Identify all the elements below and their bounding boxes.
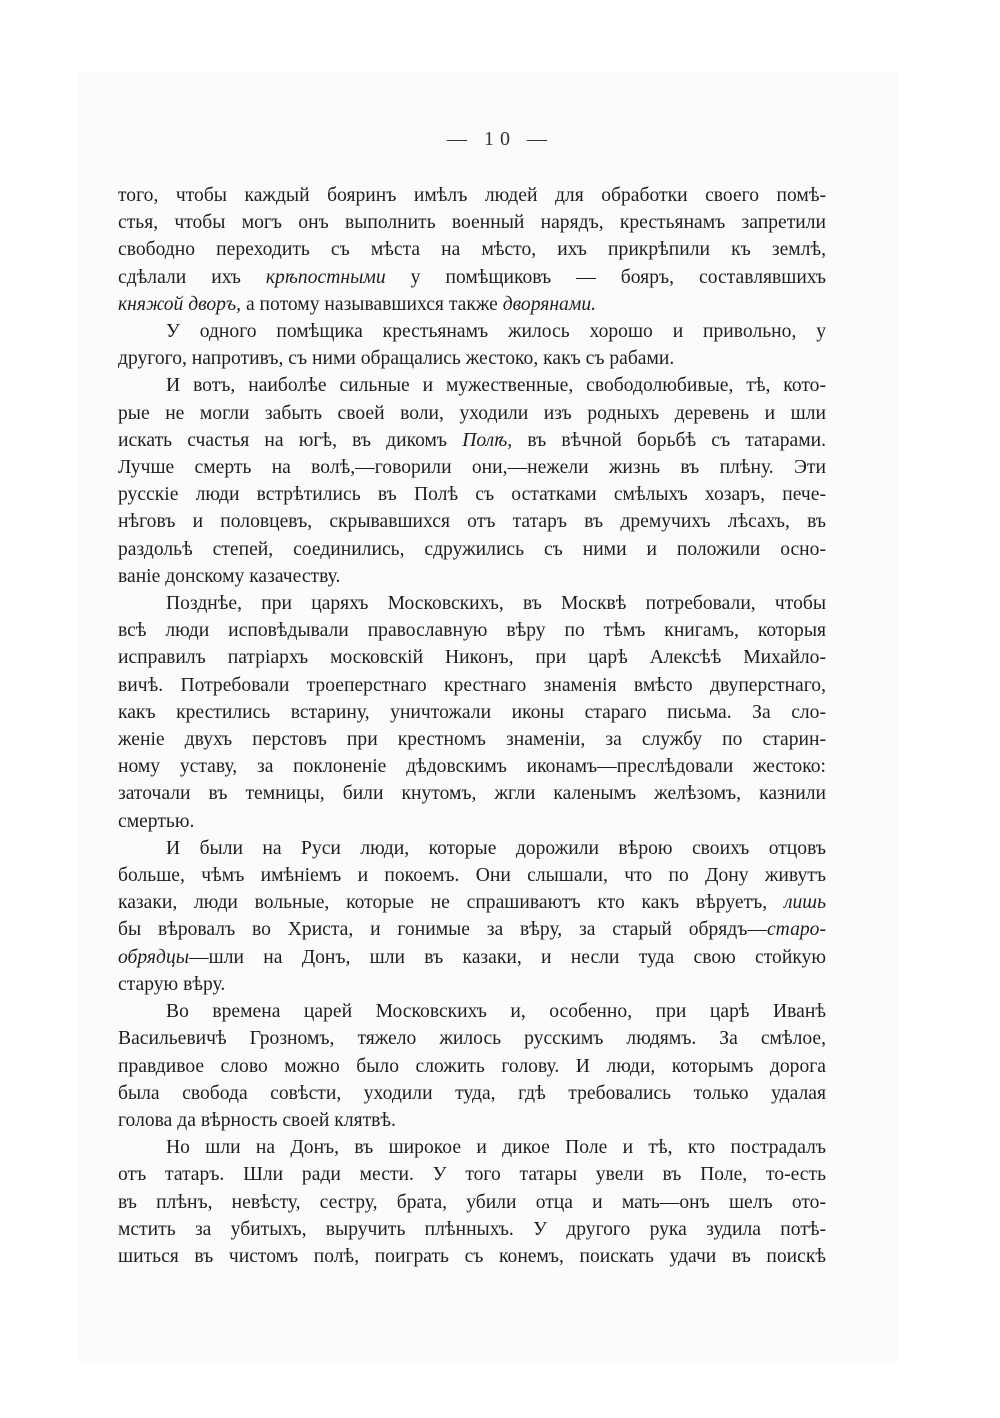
text-segment: старую вѣру.	[118, 973, 226, 995]
text-segment: ваніе донскому казачеству.	[118, 565, 341, 587]
italic-term: дворянами.	[502, 293, 597, 315]
text-segment: въ плѣнъ, невѣсту, сестру, брата, убили отца и мать—онъ шелъ ото-	[118, 1191, 826, 1213]
text-line	[118, 1134, 826, 1161]
text-line	[118, 508, 826, 535]
text-line	[118, 780, 826, 807]
text-line	[118, 1189, 826, 1216]
text-segment: И были на Руси люди, которые дорожили вѣрою своихъ отцовъ	[166, 837, 826, 859]
text-line	[118, 400, 826, 427]
italic-term: Полѣ,	[462, 429, 513, 451]
text-segment: —шли на Донъ, шли въ казаки, и несли туда свою стойкую	[189, 946, 826, 968]
text-line	[118, 808, 826, 835]
text-line	[118, 264, 826, 291]
text-line	[118, 1161, 826, 1188]
text-line	[118, 236, 826, 263]
text-segment: Во времена царей Московскихъ и, особенно, при царѣ Иванѣ	[166, 1001, 826, 1023]
text-line	[118, 644, 826, 671]
text-segment: раздольѣ степей, соединились, сдружились съ ними и положили осно-	[118, 538, 826, 560]
text-line	[118, 916, 826, 943]
text-line	[118, 372, 826, 399]
text-line	[118, 182, 826, 209]
text-line	[118, 590, 826, 617]
italic-term: крѣпостными	[265, 266, 386, 288]
text-segment: И вотъ, наиболѣе сильные и мужественные, свободолюбивые, тѣ, кото-	[166, 375, 826, 397]
text-segment: У одного помѣщика крестьянамъ жилось хорошо и привольно, у	[166, 321, 826, 343]
text-segment: всѣ люди исповѣдывали православную вѣру по тѣмъ книгамъ, которыя	[118, 620, 826, 642]
text-segment: казаки, люди вольные, которые не спрашиваютъ кто какъ вѣруетъ,	[118, 892, 784, 914]
text-segment: Лучше смерть на волѣ,—говорили они,—нежели жизнь въ плѣну. Эти	[118, 457, 826, 479]
text-segment: какъ крестились встарину, уничтожали иконы стараго письма. За сло-	[118, 701, 826, 723]
text-segment: русскіе люди встрѣтились въ Полѣ съ остатками смѣлыхъ хозаръ, пече-	[118, 484, 826, 506]
text-line	[118, 1216, 826, 1243]
text-segment: рые не могли забыть своей воли, уходили изъ родныхъ деревень и шли	[118, 402, 826, 424]
text-line	[118, 753, 826, 780]
text-line	[118, 427, 826, 454]
text-segment: того, чтобы каждый бояринъ имѣлъ людей для обработки своего помѣ-	[118, 185, 826, 206]
text-segment: ному уставу, за поклоненіе дѣдовскимъ иконамъ—преслѣдовали жестоко:	[118, 756, 826, 778]
text-line	[118, 291, 826, 318]
text-segment: голова да вѣрность своей клятвѣ.	[118, 1109, 396, 1131]
text-line	[118, 726, 826, 753]
text-segment: шиться въ чистомъ полѣ, поиграть съ конемъ, поискать удачи въ поискѣ	[118, 1245, 826, 1267]
text-line	[118, 563, 826, 590]
text-line	[118, 672, 826, 699]
page-number: — 10 —	[447, 128, 553, 150]
text-line	[118, 998, 826, 1025]
text-segment: свободно переходить съ мѣста на мѣсто, ихъ прикрѣпили къ землѣ,	[118, 239, 826, 261]
text-line	[118, 944, 826, 971]
text-segment: больше, чѣмъ имѣніемъ и покоемъ. Они слышали, что по Дону живутъ	[118, 865, 826, 887]
body-text	[118, 182, 826, 1270]
text-segment: была свобода совѣсти, уходили туда, гдѣ требовались только удалая	[118, 1082, 826, 1104]
text-segment: бы вѣровалъ во Христа, и гонимые за вѣру, за старый обрядъ—	[118, 919, 767, 941]
text-line	[118, 1243, 826, 1270]
text-segment: вичѣ. Потребовали троеперстнаго крестнаго знаменія вмѣсто двуперстнаго,	[118, 674, 826, 696]
text-line	[118, 209, 826, 236]
text-line	[118, 1080, 826, 1107]
text-segment: у помѣщиковъ — бояръ, составлявшихъ	[385, 266, 826, 288]
text-segment: отъ татаръ. Шли ради мести. У того татары увели въ Поле, то-есть	[118, 1164, 826, 1186]
text-line	[118, 699, 826, 726]
text-segment: нѣговъ и половцевъ, скрывавшихся отъ татаръ въ дремучихъ лѣсахъ, въ	[118, 511, 826, 533]
text-segment: искать счастья на югѣ, въ дикомъ	[118, 429, 463, 451]
italic-term: старо-	[766, 919, 826, 941]
text-segment: стья, чтобы могъ онъ выполнить военный нарядъ, крестьянамъ запретили	[118, 212, 826, 234]
text-line	[118, 318, 826, 345]
text-segment: мстить за убитыхъ, выручить плѣнныхъ. У другого рука зудила потѣ-	[118, 1218, 826, 1240]
italic-term: княжой дворъ,	[118, 293, 242, 315]
text-segment: Позднѣе, при царяхъ Московскихъ, въ Москвѣ потребовали, чтобы	[166, 593, 826, 615]
text-segment: въ вѣчной борьбѣ съ татарами.	[512, 429, 826, 451]
text-segment: сдѣлали ихъ	[118, 266, 266, 288]
text-line	[118, 536, 826, 563]
text-line	[118, 454, 826, 481]
text-line	[118, 835, 826, 862]
text-line	[118, 1053, 826, 1080]
text-segment: заточали въ темницы, били кнутомъ, жгли каленымъ желѣзомъ, казнили	[118, 783, 826, 805]
text-line	[118, 345, 826, 372]
text-segment: смертью.	[118, 810, 195, 832]
text-line	[118, 1107, 826, 1134]
text-line	[118, 971, 826, 998]
text-segment: женіе двухъ перстовъ при крестномъ знаменіи, за службу по старин-	[118, 729, 826, 751]
text-line	[118, 1025, 826, 1052]
italic-term: обрядцы	[118, 946, 190, 968]
text-segment: а потому называвшихся также	[241, 293, 503, 315]
text-segment: правдивое слово можно было сложить голову. И люди, которымъ дорога	[118, 1055, 826, 1077]
text-line	[118, 617, 826, 644]
text-segment: Васильевичѣ Грозномъ, тяжело жилось русскимъ людямъ. За смѣлое,	[118, 1028, 826, 1050]
italic-term: лишь	[783, 892, 826, 914]
text-segment: другого, напротивъ, съ ними обращались жестоко, какъ съ рабами.	[118, 348, 675, 370]
text-segment: Но шли на Донъ, въ широкое и дикое Поле и тѣ, кто пострадалъ	[166, 1137, 826, 1159]
text-line	[118, 862, 826, 889]
text-line	[118, 481, 826, 508]
text-line	[118, 889, 826, 916]
text-segment: исправилъ патріархъ московскій Никонъ, при царѣ Алексѣѣ Михайло-	[118, 647, 826, 669]
